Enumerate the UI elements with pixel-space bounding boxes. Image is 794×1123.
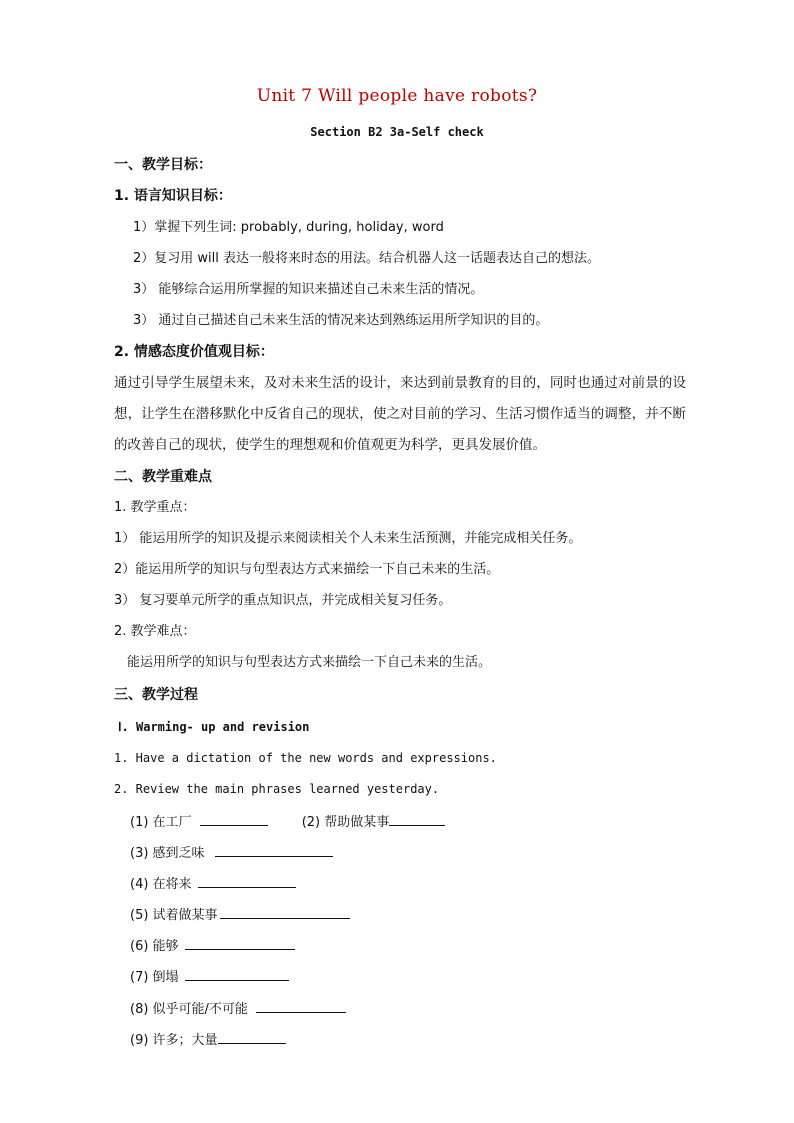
document-title: Unit 7 Will people have robots? [256,86,538,106]
task-review: 2. Review the main phrases learned yesterday. [114,782,440,796]
phrase-row-1 [130,811,445,832]
step-warming-up: Ⅰ. Warming- up and revision [118,720,310,734]
phrase-label: (5) 试着做某事 [130,908,218,923]
answer-blank[interactable] [256,998,346,1013]
attitude-paragraph: 通过引导学生展望未来，及对未来生活的设计，来达到前景教育的目的，同时也通过对前景的设想，让学生在潜移默化中反省自己的现状，使之对目前的学习、生活习惯作适当的调整，并不断的改善自己的现状，使学生的理想观和价值观更为科学，更具发展价值。 [114,375,686,453]
phrase-row-4 [130,873,296,894]
answer-blank[interactable] [220,904,350,919]
answer-blank[interactable] [185,935,295,950]
objective-item-3: 3） 能够综合运用所掌握的知识来描述自己未来生活的情况。 [133,282,484,297]
section-subtitle: Section B2 3a-Self check [310,125,484,139]
phrase-row-9 [130,1029,286,1050]
answer-blank[interactable] [389,811,445,826]
objective-item-1: 1）掌握下列生词: probably, during, holiday, word [133,220,444,235]
phrase-row-7 [130,966,289,987]
phrase-label: (2) 帮助做某事 [301,815,390,830]
phrase-label: (1) 在工厂 [130,815,192,830]
heading-language-goals: 1. 语言知识目标： [114,188,232,204]
task-dictation: 1. Have a dictation of the new words and expressions. [114,751,497,765]
heading-key-points: 二、教学重难点 [114,469,212,485]
phrase-row-6 [130,935,295,956]
heading-process: 三、教学过程 [114,687,198,703]
answer-blank[interactable] [200,811,268,826]
focus-label: 1. 教学重点： [114,500,196,515]
difficulty-label: 2. 教学难点： [114,624,196,639]
heading-objectives: 一、教学目标： [114,157,212,173]
phrase-label: (7) 倒塌 [130,970,179,985]
objective-item-4: 3） 通过自己描述自己未来生活的情况来达到熟练运用所学知识的目的。 [133,313,549,328]
phrase-label: (8) 似乎可能/不可能 [130,1002,248,1017]
answer-blank[interactable] [198,873,296,888]
phrase-row-3 [130,842,333,863]
phrase-label: (6) 能够 [130,939,179,954]
answer-blank[interactable] [218,1029,286,1044]
focus-item-3: 3） 复习要单元所学的重点知识点，并完成相关复习任务。 [114,593,452,608]
focus-item-1: 1） 能运用所学的知识及提示来阅读相关个人未来生活预测，并能完成相关任务。 [114,531,582,546]
phrase-label: (4) 在将来 [130,877,192,892]
phrase-label: (3) 感到乏味 [130,846,205,861]
heading-attitude-goals: 2. 情感态度价值观目标： [114,344,274,360]
answer-blank[interactable] [185,966,289,981]
answer-blank[interactable] [215,842,333,857]
difficulty-text: 能运用所学的知识与句型表达方式来描绘一下自己未来的生活。 [127,655,492,670]
phrase-row-8 [130,998,346,1019]
objective-item-2: 2）复习用 will 表达一般将来时态的用法。结合机器人这一话题表达自己的想法。 [133,251,601,266]
phrase-row-5 [130,904,350,925]
phrase-label: (9) 许多；大量 [130,1033,218,1048]
focus-item-2: 2）能运用所学的知识与句型表达方式来描绘一下自己未来的生活。 [114,562,500,577]
